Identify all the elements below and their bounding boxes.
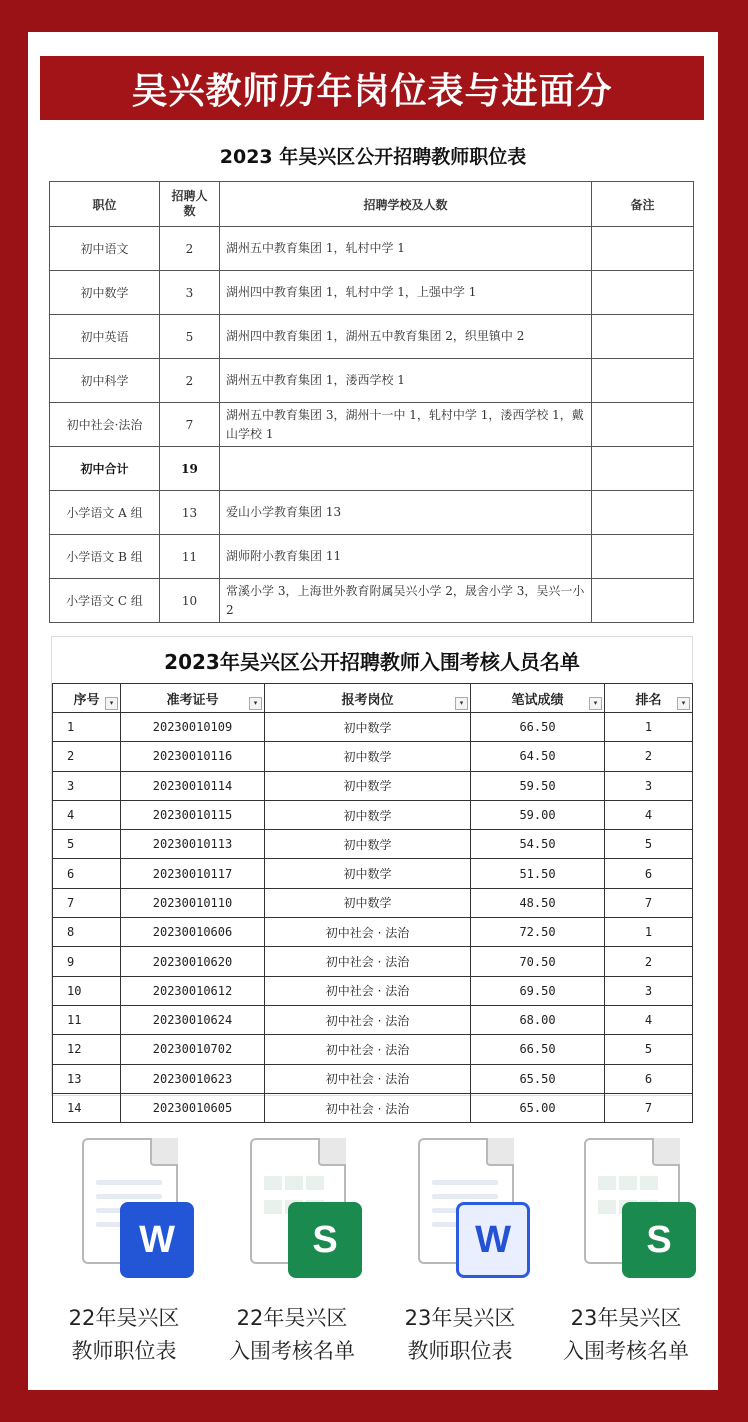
cell-exam-id: 20230010117 — [121, 859, 265, 888]
excel-file-icon: S — [288, 1202, 362, 1278]
banner-title: 吴兴教师历年岗位表与进面分 — [40, 56, 704, 120]
candidate-row — [53, 742, 693, 771]
excel-file-icon: S — [622, 1202, 696, 1278]
cell-seq: 4 — [53, 800, 121, 829]
header-rank — [605, 684, 693, 713]
file-label-line1: 22年吴兴区 — [68, 1306, 180, 1330]
position-count: 10 — [160, 579, 220, 623]
header-seq — [53, 684, 121, 713]
cell-exam-id: 20230010612 — [121, 976, 265, 1005]
cell-score: 68.00 — [471, 1005, 605, 1034]
position-schools: 湖州四中教育集团 1，轧村中学 1，上强中学 1 — [220, 271, 592, 315]
cell-rank: 7 — [605, 1093, 693, 1122]
header-exam-id — [121, 684, 265, 713]
filter-dropdown-icon[interactable]: ▾ — [589, 697, 602, 710]
cell-exam-id: 20230010623 — [121, 1064, 265, 1093]
position-count: 13 — [160, 491, 220, 535]
cell-score: 59.50 — [471, 771, 605, 800]
position-row — [50, 227, 694, 271]
cell-score: 65.00 — [471, 1093, 605, 1122]
candidate-row — [53, 1064, 693, 1093]
position-schools: 湖州五中教育集团 1，轧村中学 1 — [220, 227, 592, 271]
cell-post: 初中社会 · 法治 — [265, 947, 471, 976]
position-count: 19 — [160, 447, 220, 491]
candidate-row — [53, 976, 693, 1005]
cell-exam-id: 20230010115 — [121, 800, 265, 829]
file-label — [44, 1302, 204, 1368]
cell-seq: 11 — [53, 1005, 121, 1034]
candidate-row — [53, 859, 693, 888]
candidate-row — [53, 713, 693, 742]
cell-post: 初中数学 — [265, 800, 471, 829]
cell-score: 54.50 — [471, 830, 605, 859]
file-label — [546, 1302, 706, 1368]
position-count: 5 — [160, 315, 220, 359]
cell-post: 初中社会 · 法治 — [265, 918, 471, 947]
cell-seq: 1 — [53, 713, 121, 742]
position-remarks — [592, 271, 694, 315]
cell-score: 72.50 — [471, 918, 605, 947]
cell-seq: 2 — [53, 742, 121, 771]
file-label-line2: 入围考核名单 — [563, 1339, 689, 1363]
header-count: 招聘人数 — [160, 182, 220, 227]
cell-seq: 7 — [53, 888, 121, 917]
position-name: 初中合计 — [50, 447, 160, 491]
candidate-row — [53, 1093, 693, 1122]
position-schools: 湖师附小教育集团 11 — [220, 535, 592, 579]
header-post — [265, 684, 471, 713]
header-remarks: 备注 — [592, 182, 694, 227]
file-label-line2: 教师职位表 — [407, 1339, 513, 1363]
filter-dropdown-icon[interactable]: ▾ — [105, 697, 118, 710]
cell-seq: 8 — [53, 918, 121, 947]
file-label-line2: 入围考核名单 — [229, 1339, 355, 1363]
cell-exam-id: 20230010116 — [121, 742, 265, 771]
position-table-title: 2023 年吴兴区公开招聘教师职位表 — [219, 146, 527, 168]
position-row — [50, 271, 694, 315]
candidate-table-header — [53, 684, 693, 713]
cell-seq: 14 — [53, 1093, 121, 1122]
cell-rank: 1 — [605, 918, 693, 947]
position-count: 3 — [160, 271, 220, 315]
header-exam-id-label: 准考证号 — [166, 692, 219, 708]
file-downloads — [28, 1132, 718, 1372]
position-row — [50, 535, 694, 579]
cell-rank: 6 — [605, 859, 693, 888]
cell-rank: 5 — [605, 830, 693, 859]
file-label-line2: 教师职位表 — [71, 1339, 177, 1363]
header-score — [471, 684, 605, 713]
header-position: 职位 — [50, 182, 160, 227]
header-rank-label: 排名 — [635, 692, 662, 708]
cell-seq: 12 — [53, 1035, 121, 1064]
cell-rank: 4 — [605, 1005, 693, 1034]
cell-exam-id: 20230010605 — [121, 1093, 265, 1122]
position-name: 初中社会·法治 — [50, 403, 160, 447]
position-name: 初中数学 — [50, 271, 160, 315]
position-schools: 常溪小学 3，上海世外教育附属吴兴小学 2，晟舍小学 3，吴兴一小 2 — [220, 579, 592, 623]
position-row — [50, 579, 694, 623]
position-name: 小学语文 C 组 — [50, 579, 160, 623]
filter-dropdown-icon[interactable]: ▾ — [677, 697, 690, 710]
position-remarks — [592, 447, 694, 491]
cell-seq: 6 — [53, 859, 121, 888]
cell-post: 初中社会 · 法治 — [265, 1035, 471, 1064]
cell-score: 51.50 — [471, 859, 605, 888]
file-label-line1: 23年吴兴区 — [570, 1306, 682, 1330]
file-label — [380, 1302, 540, 1368]
cell-post: 初中数学 — [265, 888, 471, 917]
position-table — [49, 181, 694, 623]
candidate-row — [53, 947, 693, 976]
candidate-list-title: 2023年吴兴区公开招聘教师入围考核人员名单 — [164, 649, 580, 674]
file-item[interactable] — [44, 1132, 204, 1372]
position-name: 初中科学 — [50, 359, 160, 403]
position-schools: 湖州五中教育集团 1，溇西学校 1 — [220, 359, 592, 403]
header-post-label: 报考岗位 — [341, 692, 394, 708]
file-item[interactable] — [546, 1132, 706, 1372]
cell-post: 初中社会 · 法治 — [265, 976, 471, 1005]
candidate-row — [53, 771, 693, 800]
cell-seq: 5 — [53, 830, 121, 859]
position-name: 小学语文 A 组 — [50, 491, 160, 535]
position-schools: 湖州四中教育集团 1，湖州五中教育集团 2，织里镇中 2 — [220, 315, 592, 359]
position-name: 小学语文 B 组 — [50, 535, 160, 579]
cell-score: 48.50 — [471, 888, 605, 917]
cell-seq: 3 — [53, 771, 121, 800]
cell-rank: 7 — [605, 888, 693, 917]
position-row — [50, 359, 694, 403]
cell-post: 初中数学 — [265, 830, 471, 859]
position-remarks — [592, 491, 694, 535]
candidate-row — [53, 1035, 693, 1064]
cell-rank: 1 — [605, 713, 693, 742]
position-name: 初中英语 — [50, 315, 160, 359]
cell-exam-id: 20230010110 — [121, 888, 265, 917]
cell-exam-id: 20230010606 — [121, 918, 265, 947]
position-count: 2 — [160, 227, 220, 271]
cell-rank: 3 — [605, 976, 693, 1005]
header-schools: 招聘学校及人数 — [220, 182, 592, 227]
position-row — [50, 447, 694, 491]
cell-rank: 3 — [605, 771, 693, 800]
position-schools — [220, 447, 592, 491]
candidate-table — [52, 683, 693, 1123]
word-file-icon: W — [120, 1202, 194, 1278]
cell-post: 初中数学 — [265, 771, 471, 800]
cell-exam-id: 20230010620 — [121, 947, 265, 976]
cell-exam-id: 20230010113 — [121, 830, 265, 859]
position-count: 11 — [160, 535, 220, 579]
cell-seq: 13 — [53, 1064, 121, 1093]
cell-rank: 2 — [605, 742, 693, 771]
cell-score: 64.50 — [471, 742, 605, 771]
header-seq-label: 序号 — [73, 692, 100, 708]
file-item[interactable] — [380, 1132, 540, 1372]
position-schools: 爱山小学教育集团 13 — [220, 491, 592, 535]
cell-rank: 6 — [605, 1064, 693, 1093]
file-label-line1: 22年吴兴区 — [236, 1306, 348, 1330]
position-table-header — [50, 182, 694, 227]
position-count: 2 — [160, 359, 220, 403]
position-remarks — [592, 359, 694, 403]
cell-score: 66.50 — [471, 713, 605, 742]
position-count: 7 — [160, 403, 220, 447]
filter-dropdown-icon[interactable]: ▾ — [455, 697, 468, 710]
cell-score: 66.50 — [471, 1035, 605, 1064]
position-remarks — [592, 403, 694, 447]
cell-score: 69.50 — [471, 976, 605, 1005]
position-schools: 湖州五中教育集团 3，湖州十一中 1，轧村中学 1，溇西学校 1，戴山学校 1 — [220, 403, 592, 447]
cell-rank: 4 — [605, 800, 693, 829]
cell-post: 初中数学 — [265, 859, 471, 888]
position-name: 初中语文 — [50, 227, 160, 271]
cell-exam-id: 20230010702 — [121, 1035, 265, 1064]
file-item[interactable] — [212, 1132, 372, 1372]
candidate-row — [53, 888, 693, 917]
candidate-row — [53, 830, 693, 859]
cell-post: 初中数学 — [265, 713, 471, 742]
position-remarks — [592, 535, 694, 579]
filter-dropdown-icon[interactable]: ▾ — [249, 697, 262, 710]
cell-post: 初中数学 — [265, 742, 471, 771]
file-label — [212, 1302, 372, 1368]
cell-post: 初中社会 · 法治 — [265, 1005, 471, 1034]
cell-rank: 5 — [605, 1035, 693, 1064]
content-card — [28, 32, 718, 1390]
position-row — [50, 491, 694, 535]
position-remarks — [592, 315, 694, 359]
file-label-line1: 23年吴兴区 — [404, 1306, 516, 1330]
cell-exam-id: 20230010114 — [121, 771, 265, 800]
cell-seq: 10 — [53, 976, 121, 1005]
cell-post: 初中社会 · 法治 — [265, 1064, 471, 1093]
header-score-label: 笔试成绩 — [511, 692, 564, 708]
cell-score: 59.00 — [471, 800, 605, 829]
cell-score: 65.50 — [471, 1064, 605, 1093]
cell-exam-id: 20230010624 — [121, 1005, 265, 1034]
position-remarks — [592, 579, 694, 623]
cell-post: 初中社会 · 法治 — [265, 1093, 471, 1122]
cell-exam-id: 20230010109 — [121, 713, 265, 742]
candidate-row — [53, 918, 693, 947]
cell-seq: 9 — [53, 947, 121, 976]
cell-score: 70.50 — [471, 947, 605, 976]
position-row — [50, 403, 694, 447]
candidate-row — [53, 1005, 693, 1034]
cell-rank: 2 — [605, 947, 693, 976]
word-file-icon: W — [456, 1202, 530, 1278]
candidate-row — [53, 800, 693, 829]
position-row — [50, 315, 694, 359]
position-remarks — [592, 227, 694, 271]
candidate-list-panel — [51, 636, 693, 1116]
